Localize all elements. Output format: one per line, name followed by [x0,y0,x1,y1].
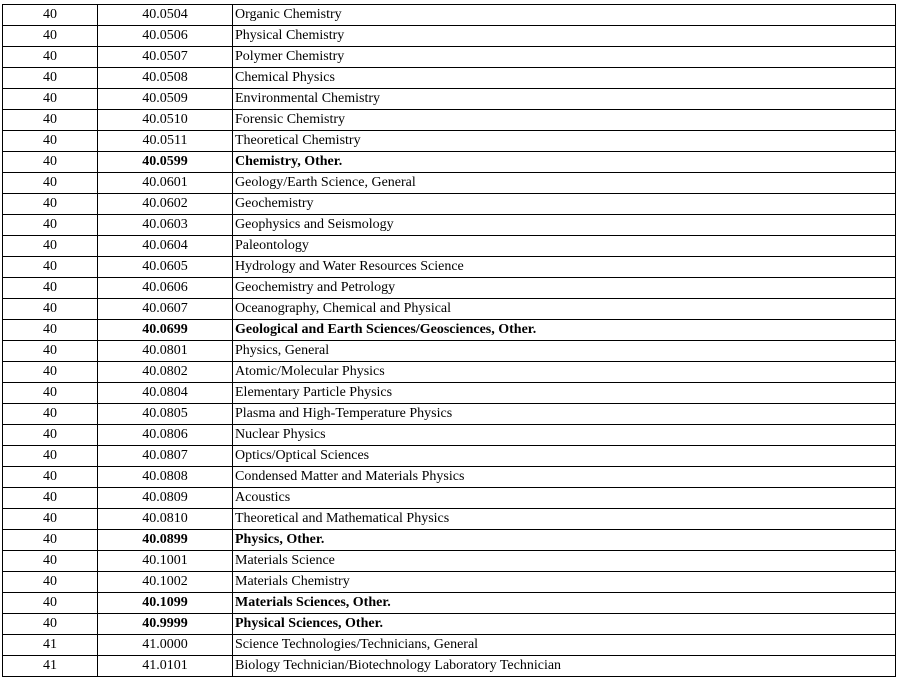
code-cell: 40.0605 [98,257,233,278]
code-cell: 41.0101 [98,656,233,677]
title-cell: Hydrology and Water Resources Science [233,257,896,278]
title-cell: Oceanography, Chemical and Physical [233,299,896,320]
table-row [3,68,896,89]
series-cell: 40 [3,173,98,194]
series-cell: 40 [3,467,98,488]
series-cell: 40 [3,383,98,404]
series-cell: 40 [3,68,98,89]
table-row [3,446,896,467]
code-cell: 40.0508 [98,68,233,89]
table-row [3,614,896,635]
series-cell: 40 [3,362,98,383]
code-cell: 40.0511 [98,131,233,152]
table-row [3,131,896,152]
cip-code-table [2,4,896,677]
code-cell: 40.0899 [98,530,233,551]
series-cell: 40 [3,425,98,446]
code-cell: 40.0601 [98,173,233,194]
table-row [3,593,896,614]
table-row [3,362,896,383]
series-cell: 40 [3,488,98,509]
series-cell: 40 [3,89,98,110]
table-row [3,341,896,362]
table-row [3,152,896,173]
code-cell: 40.0809 [98,488,233,509]
title-cell: Physics, General [233,341,896,362]
code-cell: 40.0808 [98,467,233,488]
title-cell: Physical Sciences, Other. [233,614,896,635]
series-cell: 40 [3,341,98,362]
cip-table-body [3,5,896,677]
title-cell: Atomic/Molecular Physics [233,362,896,383]
series-cell: 40 [3,152,98,173]
table-row [3,26,896,47]
table-row [3,236,896,257]
table-row [3,572,896,593]
table-row [3,215,896,236]
table-row [3,467,896,488]
series-cell: 40 [3,572,98,593]
series-cell: 40 [3,446,98,467]
code-cell: 40.0602 [98,194,233,215]
code-cell: 40.0801 [98,341,233,362]
table-row [3,320,896,341]
code-cell: 40.0507 [98,47,233,68]
code-cell: 40.1001 [98,551,233,572]
code-cell: 40.0805 [98,404,233,425]
title-cell: Forensic Chemistry [233,110,896,131]
title-cell: Materials Science [233,551,896,572]
title-cell: Science Technologies/Technicians, General [233,635,896,656]
table-row [3,5,896,26]
title-cell: Plasma and High-Temperature Physics [233,404,896,425]
title-cell: Nuclear Physics [233,425,896,446]
code-cell: 40.0603 [98,215,233,236]
title-cell: Materials Chemistry [233,572,896,593]
code-cell: 40.0509 [98,89,233,110]
series-cell: 40 [3,530,98,551]
code-cell: 40.0504 [98,5,233,26]
title-cell: Theoretical and Mathematical Physics [233,509,896,530]
title-cell: Geology/Earth Science, General [233,173,896,194]
series-cell: 40 [3,194,98,215]
title-cell: Polymer Chemistry [233,47,896,68]
table-row [3,173,896,194]
table-row [3,425,896,446]
series-cell: 41 [3,635,98,656]
title-cell: Physical Chemistry [233,26,896,47]
series-cell: 40 [3,110,98,131]
title-cell: Optics/Optical Sciences [233,446,896,467]
series-cell: 40 [3,26,98,47]
series-cell: 40 [3,215,98,236]
series-cell: 40 [3,131,98,152]
table-row [3,257,896,278]
title-cell: Geochemistry [233,194,896,215]
code-cell: 40.9999 [98,614,233,635]
code-cell: 41.0000 [98,635,233,656]
series-cell: 41 [3,656,98,677]
title-cell: Paleontology [233,236,896,257]
title-cell: Environmental Chemistry [233,89,896,110]
table-row [3,278,896,299]
title-cell: Organic Chemistry [233,5,896,26]
series-cell: 40 [3,47,98,68]
series-cell: 40 [3,551,98,572]
code-cell: 40.0599 [98,152,233,173]
title-cell: Chemical Physics [233,68,896,89]
table-row [3,110,896,131]
table-row [3,551,896,572]
code-cell: 40.0510 [98,110,233,131]
code-cell: 40.0802 [98,362,233,383]
series-cell: 40 [3,404,98,425]
series-cell: 40 [3,299,98,320]
title-cell: Elementary Particle Physics [233,383,896,404]
table-row [3,404,896,425]
table-row [3,89,896,110]
code-cell: 40.0607 [98,299,233,320]
title-cell: Theoretical Chemistry [233,131,896,152]
series-cell: 40 [3,236,98,257]
table-row [3,47,896,68]
title-cell: Chemistry, Other. [233,152,896,173]
series-cell: 40 [3,257,98,278]
table-row [3,299,896,320]
code-cell: 40.0606 [98,278,233,299]
code-cell: 40.0807 [98,446,233,467]
table-row [3,530,896,551]
title-cell: Geophysics and Seismology [233,215,896,236]
code-cell: 40.0699 [98,320,233,341]
series-cell: 40 [3,593,98,614]
code-cell: 40.0604 [98,236,233,257]
code-cell: 40.1002 [98,572,233,593]
code-cell: 40.0506 [98,26,233,47]
code-cell: 40.0806 [98,425,233,446]
code-cell: 40.0804 [98,383,233,404]
title-cell: Geological and Earth Sciences/Geosciences, Other. [233,320,896,341]
title-cell: Materials Sciences, Other. [233,593,896,614]
series-cell: 40 [3,320,98,341]
table-row [3,635,896,656]
series-cell: 40 [3,509,98,530]
title-cell: Biology Technician/Biotechnology Laboratory Technician [233,656,896,677]
code-cell: 40.0810 [98,509,233,530]
series-cell: 40 [3,614,98,635]
series-cell: 40 [3,5,98,26]
table-row [3,509,896,530]
table-row [3,383,896,404]
table-row [3,656,896,677]
title-cell: Acoustics [233,488,896,509]
table-row [3,194,896,215]
title-cell: Physics, Other. [233,530,896,551]
series-cell: 40 [3,278,98,299]
title-cell: Geochemistry and Petrology [233,278,896,299]
table-row [3,488,896,509]
code-cell: 40.1099 [98,593,233,614]
title-cell: Condensed Matter and Materials Physics [233,467,896,488]
